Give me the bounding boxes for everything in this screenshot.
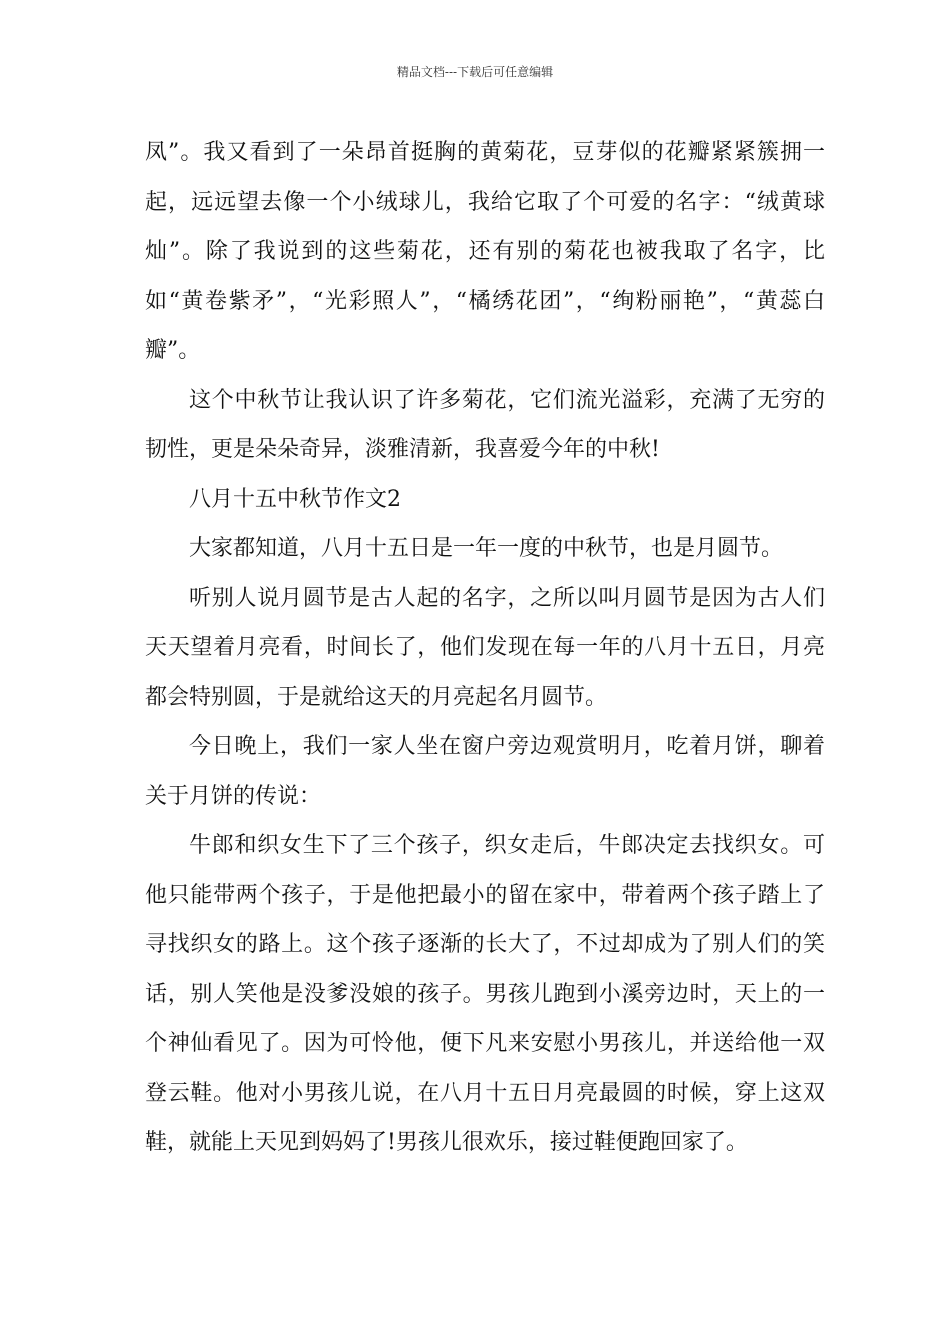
page-header: 精品文档---下载后可任意编辑 xyxy=(396,65,554,79)
paragraph-legend: 牛郎和织女生下了三个孩子，织女走后，牛郎决定去找织女。可他只能带两个孩子，于是他把最小的留在家中，带着两个孩子踏上了寻找织女的路上。这个孩子逐渐的长大了，不过却成为了别人们的笑话，别人笑他是没爹没娘的孩子。男孩儿跑到小溪旁边时，天上的一个神仙看见了。因为可怜他，便下凡来安慰小男孩儿，并送给他一双登云鞋。他对小男孩儿说，在八月十五日月亮最圆的时候，穿上这双鞋，就能上天见到妈妈了!男孩儿很欢乐，接过鞋便跑回家了。 xyxy=(145,833,825,1155)
paragraph-intro: 大家都知道，八月十五日是一年一度的中秋节，也是月圆节。 xyxy=(189,536,784,561)
essay-title: 八月十五中秋节作文2 xyxy=(189,486,401,512)
document-body xyxy=(145,128,825,1168)
paragraph-evening: 今日晚上，我们一家人坐在窗户旁边观赏明月，吃着月饼，聊着关于月饼的传说： xyxy=(145,734,825,809)
paragraph-name-origin: 听别人说月圆节是古人起的名字，之所以叫月圆节是因为古人们天天望着月亮看，时间长了，他们发现在每一年的八月十五日，月亮都会特别圆，于是就给这天的月亮起名月圆节。 xyxy=(145,585,825,710)
paragraph-mid-autumn-reflection: 这个中秋节让我认识了许多菊花，它们流光溢彩，充满了无穷的韧性，更是朵朵奇异，淡雅清新，我喜爱今年的中秋! xyxy=(145,387,825,462)
paragraph-chrysanthemum-names: 凤”。我又看到了一朵昂首挺胸的黄菊花，豆芽似的花瓣紧紧簇拥一起，远远望去像一个小绒球儿，我给它取了个可爱的名字：“绒黄球灿”。除了我说到的这些菊花，还有别的菊花也被我取了名字，比如“黄卷紫矛”，“光彩照人”，“橘绣花团”，“绚粉丽艳”，“黄蕊白瓣”。 xyxy=(145,140,825,363)
